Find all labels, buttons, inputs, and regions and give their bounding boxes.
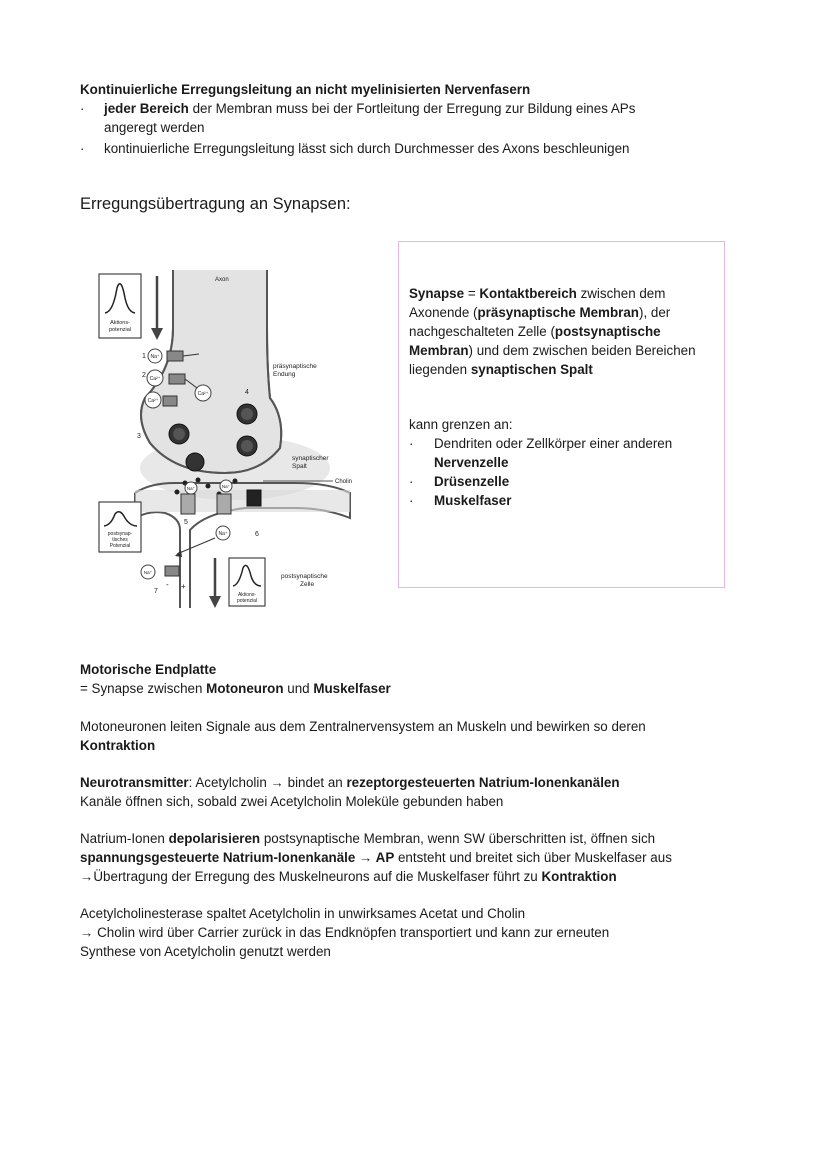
ap-label-bottom-1: Aktions-: [237, 592, 257, 598]
bold-text: synaptischen Spalt: [470, 362, 593, 377]
bullet-dot: ·: [409, 474, 414, 489]
psp-label-3: Potenzial: [109, 543, 131, 549]
bullet-dot: ·: [409, 493, 414, 508]
bullet-dot: ·: [80, 101, 85, 116]
list-item: [409, 434, 719, 472]
axon-label: Axon: [215, 277, 229, 283]
ca-ion-label: Ca²⁺: [147, 398, 159, 404]
paragraph: [80, 904, 760, 961]
synapse-diagram: [95, 268, 385, 613]
na-ion-label: Na⁺: [150, 354, 160, 360]
text: Dendriten oder Zellkörper einer anderen: [434, 436, 673, 451]
bold-text: Neurotransmitter: [80, 775, 189, 790]
bold-text: Kontraktion: [80, 738, 156, 753]
text: entsteht und breitet sich über Muskelfaser aus: [394, 850, 672, 865]
ap-label-top-2: potenzial: [108, 327, 132, 333]
bold-text: präsynaptische Membran: [477, 305, 639, 320]
text: der Membran muss bei der Fortleitung der Erregung zur Bildung eines APs: [188, 101, 636, 116]
text: zwischen dem: [576, 286, 666, 301]
bullet-dot: ·: [409, 436, 414, 451]
bold-text: Muskelfaser: [434, 493, 512, 508]
bold-text: postsynaptische: [554, 324, 661, 339]
psp-label-1: postsynap-: [107, 531, 133, 537]
number-3: 3: [137, 433, 141, 440]
na-ion-label: Na⁺: [221, 484, 231, 489]
text: nachgeschalteten Zelle (: [409, 324, 555, 339]
paragraph: [80, 829, 760, 886]
postsynaptic-cell-label-2: Zelle: [300, 581, 315, 588]
bold-text: Drüsenzelle: [434, 474, 510, 489]
motor-endplate-section: [80, 660, 760, 961]
choline-label: Cholin: [335, 479, 353, 485]
text: = Synapse zwischen: [80, 681, 207, 696]
bold-text: Muskelfaser: [313, 681, 391, 696]
text: Kanäle öffnen sich, sobald zwei Acetylcholin Moleküle gebunden haben: [80, 794, 504, 809]
number-6: 6: [255, 531, 259, 538]
text: : Acetylcholin → bindet an: [188, 775, 347, 790]
presynaptic-label-1: präsynaptische: [273, 363, 317, 370]
bullet-list: [80, 99, 720, 158]
postsynaptic-cell-label-1: postsynaptische: [281, 573, 328, 580]
na-ion-label: Na⁺: [143, 570, 153, 575]
bold-text: Nervenzelle: [434, 455, 509, 470]
bullet-dot: ·: [80, 141, 85, 156]
number-5: 5: [184, 519, 188, 526]
list-item: [409, 472, 719, 491]
synapse-targets: [409, 415, 719, 510]
plus-sign: +: [181, 582, 186, 591]
text: liegenden: [409, 362, 471, 377]
section-title-motor-endplate: Motorische Endplatte: [80, 662, 217, 677]
cleft-label-1: synaptischer: [292, 455, 329, 462]
bold-text: Motoneuron: [206, 681, 284, 696]
text: → Cholin wird über Carrier zurück in das Endknöpfen transportiert und kann zur erneuten: [80, 925, 610, 940]
number-1: 1: [142, 353, 146, 360]
na-ion-label: Na⁺: [186, 486, 196, 491]
ca-ion-label: Ca²⁺: [149, 376, 161, 382]
synapse-definition: [409, 284, 719, 379]
ap-label-top-1: Aktions-: [110, 320, 130, 326]
bold-text: Kontaktbereich: [479, 286, 577, 301]
number-4: 4: [245, 389, 249, 396]
ap-label-bottom-2: potenzial: [236, 598, 258, 604]
ca-ion-label: Ca²⁺: [197, 391, 209, 397]
text: angeregt werden: [104, 120, 205, 135]
bold-text: rezeptorgesteuerten Natrium-Ionenkanälen: [346, 775, 620, 790]
text: Synthese von Acetylcholin genutzt werden: [80, 944, 331, 959]
text: =: [464, 286, 480, 301]
list-item: [409, 491, 719, 510]
bold-text: depolarisieren: [168, 831, 261, 846]
text: ), der: [639, 305, 671, 320]
text: ) und dem zwischen beiden Bereichen: [468, 343, 696, 358]
minus-sign: -: [166, 580, 169, 589]
section-title-continuous-conduction: Kontinuierliche Erregungsleitung an nicht myelinisierten Nervenfasern: [80, 82, 531, 97]
list-item: [80, 139, 720, 158]
section-title-synapses: Erregungsübertragung an Synapsen:: [80, 195, 351, 213]
number-7: 7: [154, 588, 158, 595]
text: →Übertragung der Erregung des Muskelneurons auf die Muskelfaser führt zu: [80, 869, 542, 884]
list-item: [80, 99, 720, 137]
bold-text: Membran: [409, 343, 469, 358]
text: Acetylcholinesterase spaltet Acetylcholin in unwirksames Acetat und Cholin: [80, 906, 526, 921]
bold-text: Synapse: [409, 286, 465, 301]
paragraph: [80, 717, 760, 755]
bold-text: Kontraktion: [541, 869, 617, 884]
text: kontinuierliche Erregungsleitung lässt sich durch Durchmesser des Axons beschleunigen: [104, 141, 630, 156]
bold-text: spannungsgesteuerte Natrium-Ionenkanäle → AP: [80, 850, 395, 865]
text: Motoneuronen leiten Signale aus dem Zentralnervensystem an Muskeln und bewirken so deren: [80, 719, 646, 734]
presynaptic-label-2: Endung: [273, 371, 296, 378]
cleft-label-2: Spalt: [292, 463, 307, 470]
number-2: 2: [142, 372, 146, 379]
text: und: [283, 681, 314, 696]
targets-intro: kann grenzen an:: [409, 417, 513, 432]
paragraph: [80, 773, 760, 811]
text: postsynaptische Membran, wenn SW überschritten ist, öffnen sich: [260, 831, 656, 846]
text: Natrium-Ionen: [80, 831, 169, 846]
psp-label-2: tisches: [112, 537, 128, 543]
bold-text: jeder Bereich: [104, 101, 189, 116]
na-ion-label: Na⁺: [218, 531, 228, 537]
synapse-info-box: [398, 241, 725, 588]
text: Axonende (: [409, 305, 478, 320]
